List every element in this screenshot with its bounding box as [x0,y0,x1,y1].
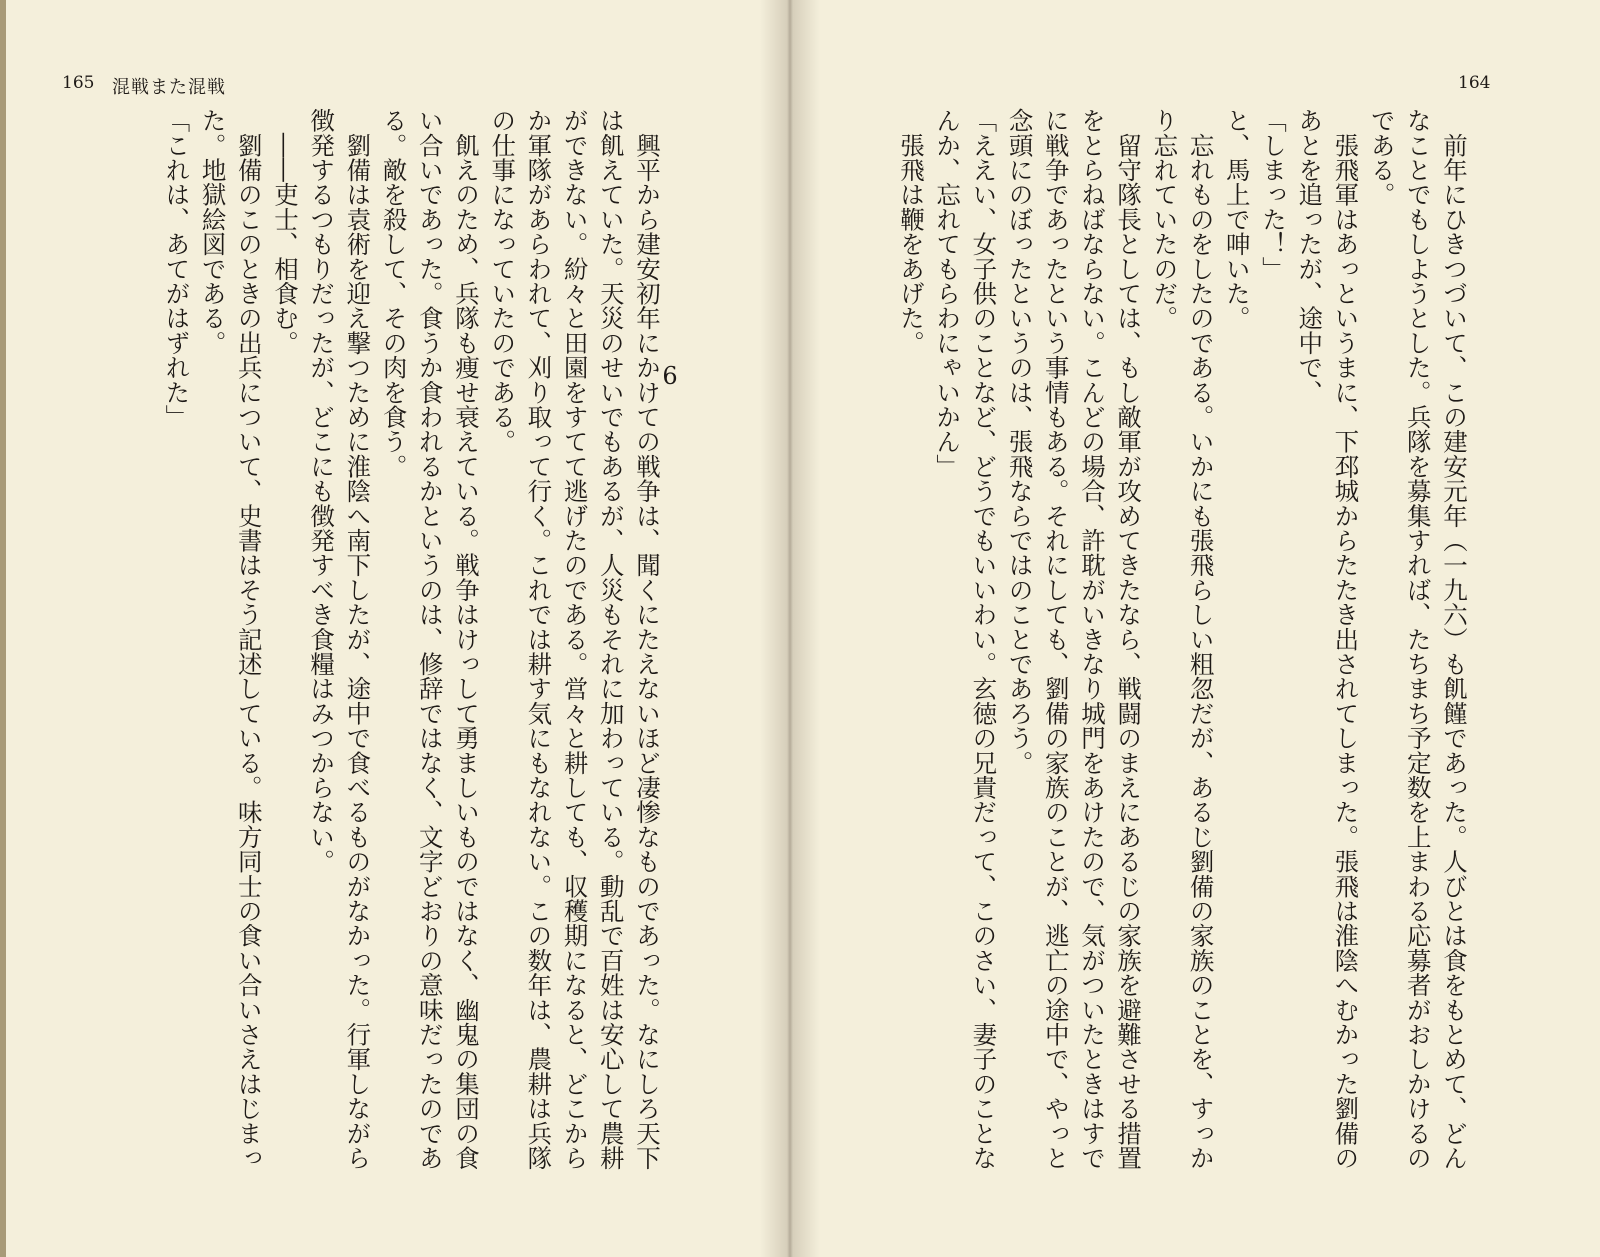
text-line: 劉備のこのときの出兵について、史書はそう記述している。味方同士の食い合いさえはじまっ [234,108,264,1171]
text-line: の仕事になっていたのである。 [488,108,518,454]
section-number: 6 [662,362,678,390]
right-body-text [893,108,1472,1170]
text-line: 「しまった！」 [1258,108,1288,281]
text-line: か軍隊があらわれて、刈り取って行く。これでは耕す気にもなれない。この数年は、農耕は兵隊 [524,108,554,1171]
text-line: をとらねばならない。こんどの場合、許耽がいきなり城門をあけたので、気がついたときはすで [1077,108,1107,1171]
text-line: あとを追ったが、途中で、 [1295,108,1325,405]
text-line: ができない。紛々と田園をすてて逃げたのである。営々と耕しても、収穫期になると、どこから [560,108,590,1171]
right-page [790,0,1600,1257]
text-line: り忘れていたのだ。 [1150,108,1180,331]
text-line: 「ええい、女子供のことなど、どうでもいいわい。玄徳の兄貴だって、このさい、妻子のことな [969,108,999,1171]
text-line: 張飛軍はあっというまに、下邳城からたたき出されてしまった。張飛は淮陰へむかった劉備の [1331,108,1361,1171]
text-line: に戦争であったという事情もある。それにしても、劉備の家族のことが、逃亡の途中で、やっと [1041,108,1071,1171]
text-line: る。敵を殺して、その肉を食う。 [379,108,409,479]
text-line: なことでもしようとした。兵隊を募集すれば、たちまち予定数を上まわる応募者がおしかけるの [1403,108,1433,1171]
text-line: ――吏士、相食む。 [270,108,300,355]
page-edge [0,0,6,1257]
text-line: 前年にひきつづいて、この建安元年（一九六）も飢饉であった。人びとは食をもとめて、どん [1440,108,1469,1171]
text-line: 留守隊長としては、もし敵軍が攻めてきたなら、戦闘のまえにあるじの家族を避難させる措置 [1114,108,1144,1171]
left-page [0,0,790,1257]
text-line: 劉備は袁術を迎え撃つために淮陰へ南下したが、途中で食べるものがなかった。行軍しながら [343,108,373,1171]
text-line: い合いであった。食うか食われるかというのは、修辞ではなく、文字どおりの意味だったのであ [415,108,445,1171]
text-line: た。地獄絵図である。 [198,108,228,355]
text-line: 飢えのため、兵隊も痩せ衰えている。戦争はけっして勇ましいものではなく、幽鬼の集団の食 [451,108,481,1171]
text-line: と、馬上で呻いた。 [1222,108,1252,331]
text-line: 「これは、あてがはずれた」 [162,108,192,430]
right-page-number: 164 [1458,73,1491,93]
text-line: 張飛は鞭をあげた。 [896,108,926,355]
chapter-title: 混戦また混戦 [112,77,226,98]
text-line: んか、忘れてもらわにゃいかん」 [933,108,963,479]
text-line: 徴発するつもりだったが、どこにも徴発すべき食糧はみつからない。 [307,108,337,874]
text-line: は飢えていた。天災のせいでもあるが、人災もそれに加わっている。動乱で百姓は安心して農耕 [596,108,626,1171]
text-line: 興平から建安初年にかけての戦争は、聞くにたえないほど凄惨なものであった。なにしろ天下 [633,108,662,1171]
text-line: 念頭にのぼったというのは、張飛ならではのことであろう。 [1005,108,1035,775]
left-page-number: 165 [62,73,95,93]
text-line: 忘れものをしたのである。いかにも張飛らしい粗忽だが、あるじ劉備の家族のことを、すっか [1186,108,1216,1171]
left-body-text [158,108,665,1170]
text-line: である。 [1367,108,1397,207]
